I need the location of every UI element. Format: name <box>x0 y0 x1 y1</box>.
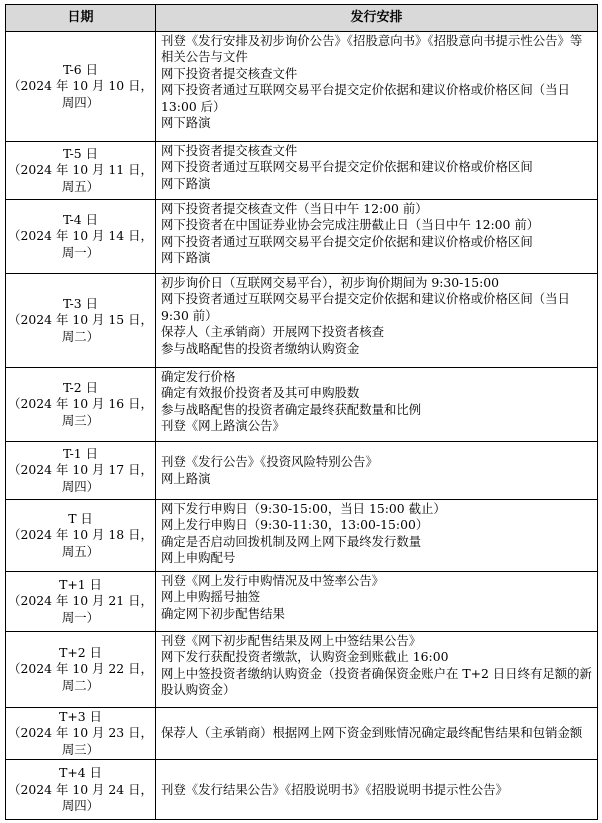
plan-item: 刊登《发行公告》《投资风险特别公告》 <box>161 454 378 470</box>
table-row <box>6 500 598 572</box>
plan-item: 网下投资者提交核查文件 <box>161 143 298 158</box>
table-row <box>6 142 598 200</box>
plan-cell <box>156 708 598 760</box>
table-row <box>6 368 598 442</box>
plan-item: 确定发行价格 <box>161 369 236 384</box>
calendar-date-label: （2024 年 10 月 18 日，周五） <box>8 527 153 559</box>
date-cell <box>6 274 156 368</box>
plan-item: 刊登《网上路演公告》 <box>161 418 285 434</box>
date-cell <box>6 572 156 632</box>
plan-item: 网下发行申购日（9:30-15:00，当日 15:00 截止） <box>161 501 446 516</box>
plan-cell <box>156 274 598 368</box>
plan-item: 网上中签投资者缴纳认购资金（投资者确保资金账户在 T+2 日日终有足额的新股认购资金） <box>161 665 592 698</box>
plan-item: 参与战略配售的投资者缴纳认购资金 <box>161 340 360 356</box>
plan-cell <box>156 32 598 142</box>
table-row <box>6 572 598 632</box>
date-column-header: 日期 <box>6 5 156 32</box>
plan-item: 网下投资者提交核查文件 <box>161 65 298 81</box>
calendar-date-label: （2024 年 10 月 23 日，周三） <box>8 725 153 757</box>
plan-item: 确定有效报价投资者及其可申购股数 <box>161 385 360 401</box>
trading-day-label: T+4 日 <box>59 765 102 781</box>
trading-day-label: T-5 日 <box>62 145 99 161</box>
date-cell <box>6 368 156 442</box>
plan-item: 网下路演 <box>161 175 211 191</box>
plan-cell <box>156 572 598 632</box>
plan-item: 网下发行获配投资者缴款，认购资金到账截止 16:00 <box>161 649 449 665</box>
plan-item: 刊登《发行结果公告》《招股说明书》《招股说明书提示性公告》 <box>161 781 508 797</box>
table-row <box>6 200 598 274</box>
plan-cell <box>156 760 598 820</box>
date-cell <box>6 500 156 572</box>
table-row <box>6 760 598 820</box>
plan-item: 确定网下初步配售结果 <box>161 605 285 621</box>
trading-day-label: T-3 日 <box>62 295 99 311</box>
plan-item: 网上申购配号 <box>161 550 236 566</box>
plan-item: 网上申购摇号抽签 <box>161 589 261 605</box>
trading-day-label: T+2 日 <box>59 644 102 660</box>
issuance-schedule-table <box>5 4 598 820</box>
plan-cell <box>156 500 598 572</box>
calendar-date-label: （2024 年 10 月 24 日，周四） <box>8 781 153 813</box>
calendar-date-label: （2024 年 10 月 17 日，周四） <box>8 462 153 494</box>
plan-item: 网下投资者通过互联网交易平台提交定价依据和建议价格或价格区间 <box>161 233 533 249</box>
calendar-date-label: （2024 年 10 月 11 日，周五） <box>8 162 153 194</box>
plan-cell <box>156 368 598 442</box>
table-header-row <box>6 5 598 32</box>
trading-day-label: T+1 日 <box>59 576 102 592</box>
plan-cell <box>156 142 598 200</box>
calendar-date-label: （2024 年 10 月 22 日，周二） <box>8 661 153 693</box>
calendar-date-label: （2024 年 10 月 15 日，周二） <box>8 312 153 344</box>
date-cell <box>6 708 156 760</box>
plan-cell <box>156 442 598 500</box>
date-cell <box>6 200 156 274</box>
plan-item: 网下投资者通过互联网交易平台提交定价依据和建议价格或价格区间（当日 13:00 后） <box>161 82 570 114</box>
plan-item: 保荐人（主承销商）根据网上网下资金到账情况确定最终配售结果和包销金额 <box>161 725 583 741</box>
plan-item: 刊登《网下初步配售结果及网上中签结果公告》 <box>161 633 422 648</box>
plan-item: 网下投资者提交核查文件（当日中午 12:00 前） <box>161 201 428 216</box>
plan-item: 刊登《网上发行申购情况及中签率公告》 <box>161 573 385 588</box>
trading-day-label: T-1 日 <box>62 445 99 461</box>
calendar-date-label: （2024 年 10 月 21 日，周一） <box>8 593 153 625</box>
calendar-date-label: （2024 年 10 月 10 日，周四） <box>8 78 153 110</box>
plan-item: 保荐人（主承销商）开展网下投资者核查 <box>161 324 385 340</box>
table-row <box>6 274 598 368</box>
plan-item: 初步询价日（互联网交易平台），初步询价期间为 9:30-15:00 <box>161 275 500 290</box>
trading-day-label: T-2 日 <box>62 379 99 395</box>
trading-day-label: T 日 <box>68 510 93 526</box>
table-row <box>6 32 598 142</box>
plan-column-header: 发行安排 <box>156 5 598 32</box>
trading-day-label: T+3 日 <box>59 709 102 724</box>
plan-cell <box>156 200 598 274</box>
date-cell <box>6 632 156 708</box>
plan-item: 网下路演 <box>161 115 211 131</box>
schedule-body <box>6 32 598 820</box>
calendar-date-label: （2024 年 10 月 16 日，周三） <box>8 396 153 428</box>
trading-day-label: T-4 日 <box>62 211 99 227</box>
plan-cell <box>156 632 598 708</box>
date-cell <box>6 32 156 142</box>
table-row <box>6 708 598 760</box>
trading-day-label: T-6 日 <box>62 61 99 77</box>
plan-item: 网下投资者在中国证券业协会完成注册截止日（当日中午 12:00 前） <box>161 217 540 233</box>
plan-item: 参与战略配售的投资者确定最终获配数量和比例 <box>161 401 422 417</box>
calendar-date-label: （2024 年 10 月 14 日，周一） <box>8 228 153 260</box>
plan-item: 网下路演 <box>161 250 211 266</box>
table-row <box>6 442 598 500</box>
table-row <box>6 632 598 708</box>
date-cell <box>6 142 156 200</box>
plan-item: 网下投资者通过互联网交易平台提交定价依据和建议价格或价格区间 <box>161 159 533 175</box>
date-cell <box>6 442 156 500</box>
date-cell <box>6 760 156 820</box>
plan-item: 确定是否启动回拨机制及网上网下最终发行数量 <box>161 533 422 549</box>
plan-item: 刊登《发行安排及初步询价公告》《招股意向书》《招股意向书提示性公告》等相关公告与文件 <box>161 33 583 65</box>
plan-item: 网上路演 <box>161 470 211 486</box>
plan-item: 网下投资者通过互联网交易平台提交定价依据和建议价格或价格区间（当日 9:30 前） <box>161 291 570 323</box>
plan-item: 网上发行申购日（9:30-11:30，13:00-15:00） <box>161 517 429 533</box>
